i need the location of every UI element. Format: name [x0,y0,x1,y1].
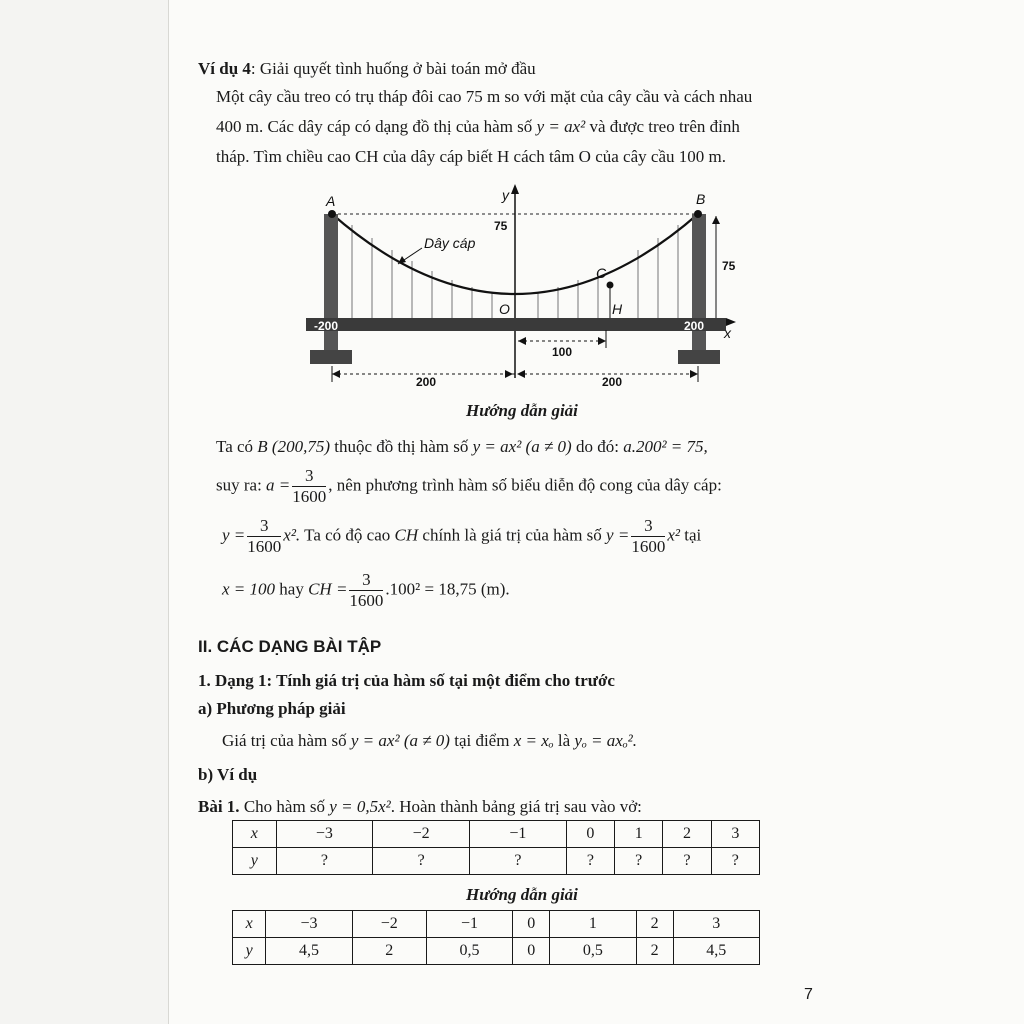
method-pt: x = xₒ [513,731,554,750]
method-c: là [557,731,571,750]
sol-x100: x = 100 [222,579,276,599]
sol-l1c: do đó: [575,437,619,456]
method-b: tại điểm [454,731,510,750]
label-cable: Dây cáp [424,235,476,251]
table-cell: 2 [636,911,673,938]
sol-x2b: x² [667,525,680,545]
fraction-3-1600 [292,466,326,507]
label-neg200: -200 [314,319,339,333]
method-a: Giá trị của hàm số [222,731,347,750]
bai1-text [198,796,642,818]
frac-num: 3 [292,466,326,487]
tower-left [324,214,338,354]
table-cell: ? [663,848,711,875]
method-func: y = ax² [350,731,400,750]
example4-line1: Một cây cầu treo có trụ tháp đôi cao 75 m so với mặt của cây cầu và cách nhau [216,87,753,106]
sol-ch-eq: CH = [308,579,348,599]
section-title: II. CÁC DẠNG BÀI TẬP [198,637,382,656]
example4-formula: y = ax² [536,117,586,136]
frac-den: 1600 [631,537,666,556]
point-b [694,210,702,218]
table-cell: ? [615,848,663,875]
bai1-text-a: Cho hàm số [243,797,326,816]
example4-line2b: và được treo trên đỉnh [589,117,740,136]
sol-l1a: Ta có [216,437,254,456]
example4-title: : Giải quyết tình huống ở bài toán mở đầu [250,59,536,78]
label-y: y [502,187,509,203]
sol-point-b: B (200,75) [257,437,331,456]
dim200-arrow-mid-right [517,370,525,378]
method-val: yₒ = axₒ². [574,731,638,750]
table-row [233,821,760,848]
method-text [222,730,637,752]
method-heading: a) Phương pháp giải [198,699,346,718]
table-cell: 1 [550,911,636,938]
table-cell: 2 [636,938,673,965]
tower-base-right [678,350,720,364]
table-cell: 2 [352,938,426,965]
point-c [607,282,614,289]
frac-den: 1600 [292,487,327,506]
table-cell: −3 [276,821,373,848]
values-table-question [232,820,760,875]
bai1-text-b: . Hoàn thành bảng giá trị sau vào vở: [390,797,642,816]
solution1-line4 [222,570,510,611]
sol-l1b: thuộc đồ thị hàm số [334,437,469,456]
height-arrow-top [712,216,720,224]
table-cell: 2 [663,821,711,848]
fraction-3-1600-c [631,516,665,557]
sol-y-eq-2: y = [606,525,630,545]
solution1-line1 [216,436,708,458]
example4-heading [198,58,536,80]
dim200-arrow-left [332,370,340,378]
label-75-right: 75 [722,259,736,273]
sol-eq: a.200² = 75, [623,437,708,456]
method-cond: (a ≠ 0) [403,731,450,750]
point-a [328,210,336,218]
table-row [233,848,760,875]
table-cell: 0,5 [550,938,636,965]
solution1-heading: Hướng dẫn giải [466,401,578,420]
solution2-heading: Hướng dẫn giải [466,885,578,904]
tower-right [692,214,706,354]
dim200-arrow-right [690,370,698,378]
table-cell: y [233,938,266,965]
page-number: 7 [804,986,813,1003]
solution1-line3 [222,516,701,557]
table-cell: −2 [352,911,426,938]
table-cell: x [233,911,266,938]
table-cell: 3 [673,911,759,938]
suspension-bridge-diagram [300,178,740,388]
bridge-deck [306,318,726,331]
label-200-right: 200 [602,375,623,388]
table-cell: 0,5 [426,938,512,965]
sol-cond: (a ≠ 0) [525,437,572,456]
table-cell: 0 [513,938,550,965]
table-cell: −3 [266,911,352,938]
table-cell: 3 [711,821,759,848]
label-75-left: 75 [494,219,508,233]
sol-a-eq: a = [266,475,291,495]
solution1-line2 [216,466,722,507]
table-row [233,938,760,965]
values-table-answer [232,910,760,965]
bai1-label: Bài 1. [198,797,240,816]
sol-l3d: tại [684,525,702,545]
dim100-arrow-right [598,337,606,345]
table-cell: 4,5 [266,938,352,965]
label-h: H [612,301,623,317]
sol-l4-tail: .100² = 18,75 (m). [385,579,510,599]
label-100: 100 [552,345,573,359]
sol-l2a: suy ra: [216,475,262,495]
bai1-func: y = 0,5x² [329,797,391,816]
table-cell: ? [711,848,759,875]
table-cell: x [233,821,277,848]
sol-ch: CH [394,525,419,545]
frac-den: 1600 [247,537,282,556]
table-cell: y [233,848,277,875]
label-200-axis: 200 [684,319,705,333]
sol-y-eq: y = [222,525,246,545]
sol-l2b: , nên phương trình hàm số biểu diễn độ cong của dây cáp: [328,475,722,495]
fraction-3-1600-b [247,516,281,557]
example-heading: b) Ví dụ [198,765,258,784]
sol-l4a: hay [279,579,304,599]
table-row [233,911,760,938]
table-cell: ? [470,848,567,875]
table-cell: 0 [566,821,614,848]
label-o: O [499,301,510,317]
table-cell: −2 [373,821,470,848]
label-b: B [696,191,706,207]
fraction-3-1600-d [349,570,383,611]
frac-num: 3 [631,516,665,537]
example4-label: Ví dụ 4 [198,59,251,78]
table-cell: 0 [513,911,550,938]
table-cell: ? [373,848,470,875]
table-cell: ? [276,848,373,875]
table-cell: 4,5 [673,938,759,965]
sol-l3b: Ta có độ cao [304,525,391,545]
label-a: A [326,193,336,209]
dim200-arrow-mid-left [505,370,513,378]
example4-line2a: 400 m. Các dây cáp có dạng đồ thị của hàm số [216,117,533,136]
y-axis-arrow [511,184,519,194]
example4-line2 [216,116,740,138]
table-cell: 1 [615,821,663,848]
frac-num: 3 [349,570,383,591]
table-cell: −1 [426,911,512,938]
label-x: x [724,325,731,341]
dim100-arrow-left [518,337,526,345]
frac-den: 1600 [349,591,384,610]
sol-x2: x². [283,525,301,545]
table-cell: ? [566,848,614,875]
label-c: C [596,265,607,281]
table-cell: −1 [470,821,567,848]
label-200-left: 200 [416,375,437,388]
example4-line3: tháp. Tìm chiều cao CH của dây cáp biết H cách tâm O của cây cầu 100 m. [216,147,726,166]
sol-l3c: chính là giá trị của hàm số [422,525,602,545]
tower-base-left [310,350,352,364]
sol-func: y = ax² [472,437,522,456]
frac-num: 3 [247,516,281,537]
type1-heading: 1. Dạng 1: Tính giá trị của hàm số tại một điểm cho trước [198,671,615,690]
